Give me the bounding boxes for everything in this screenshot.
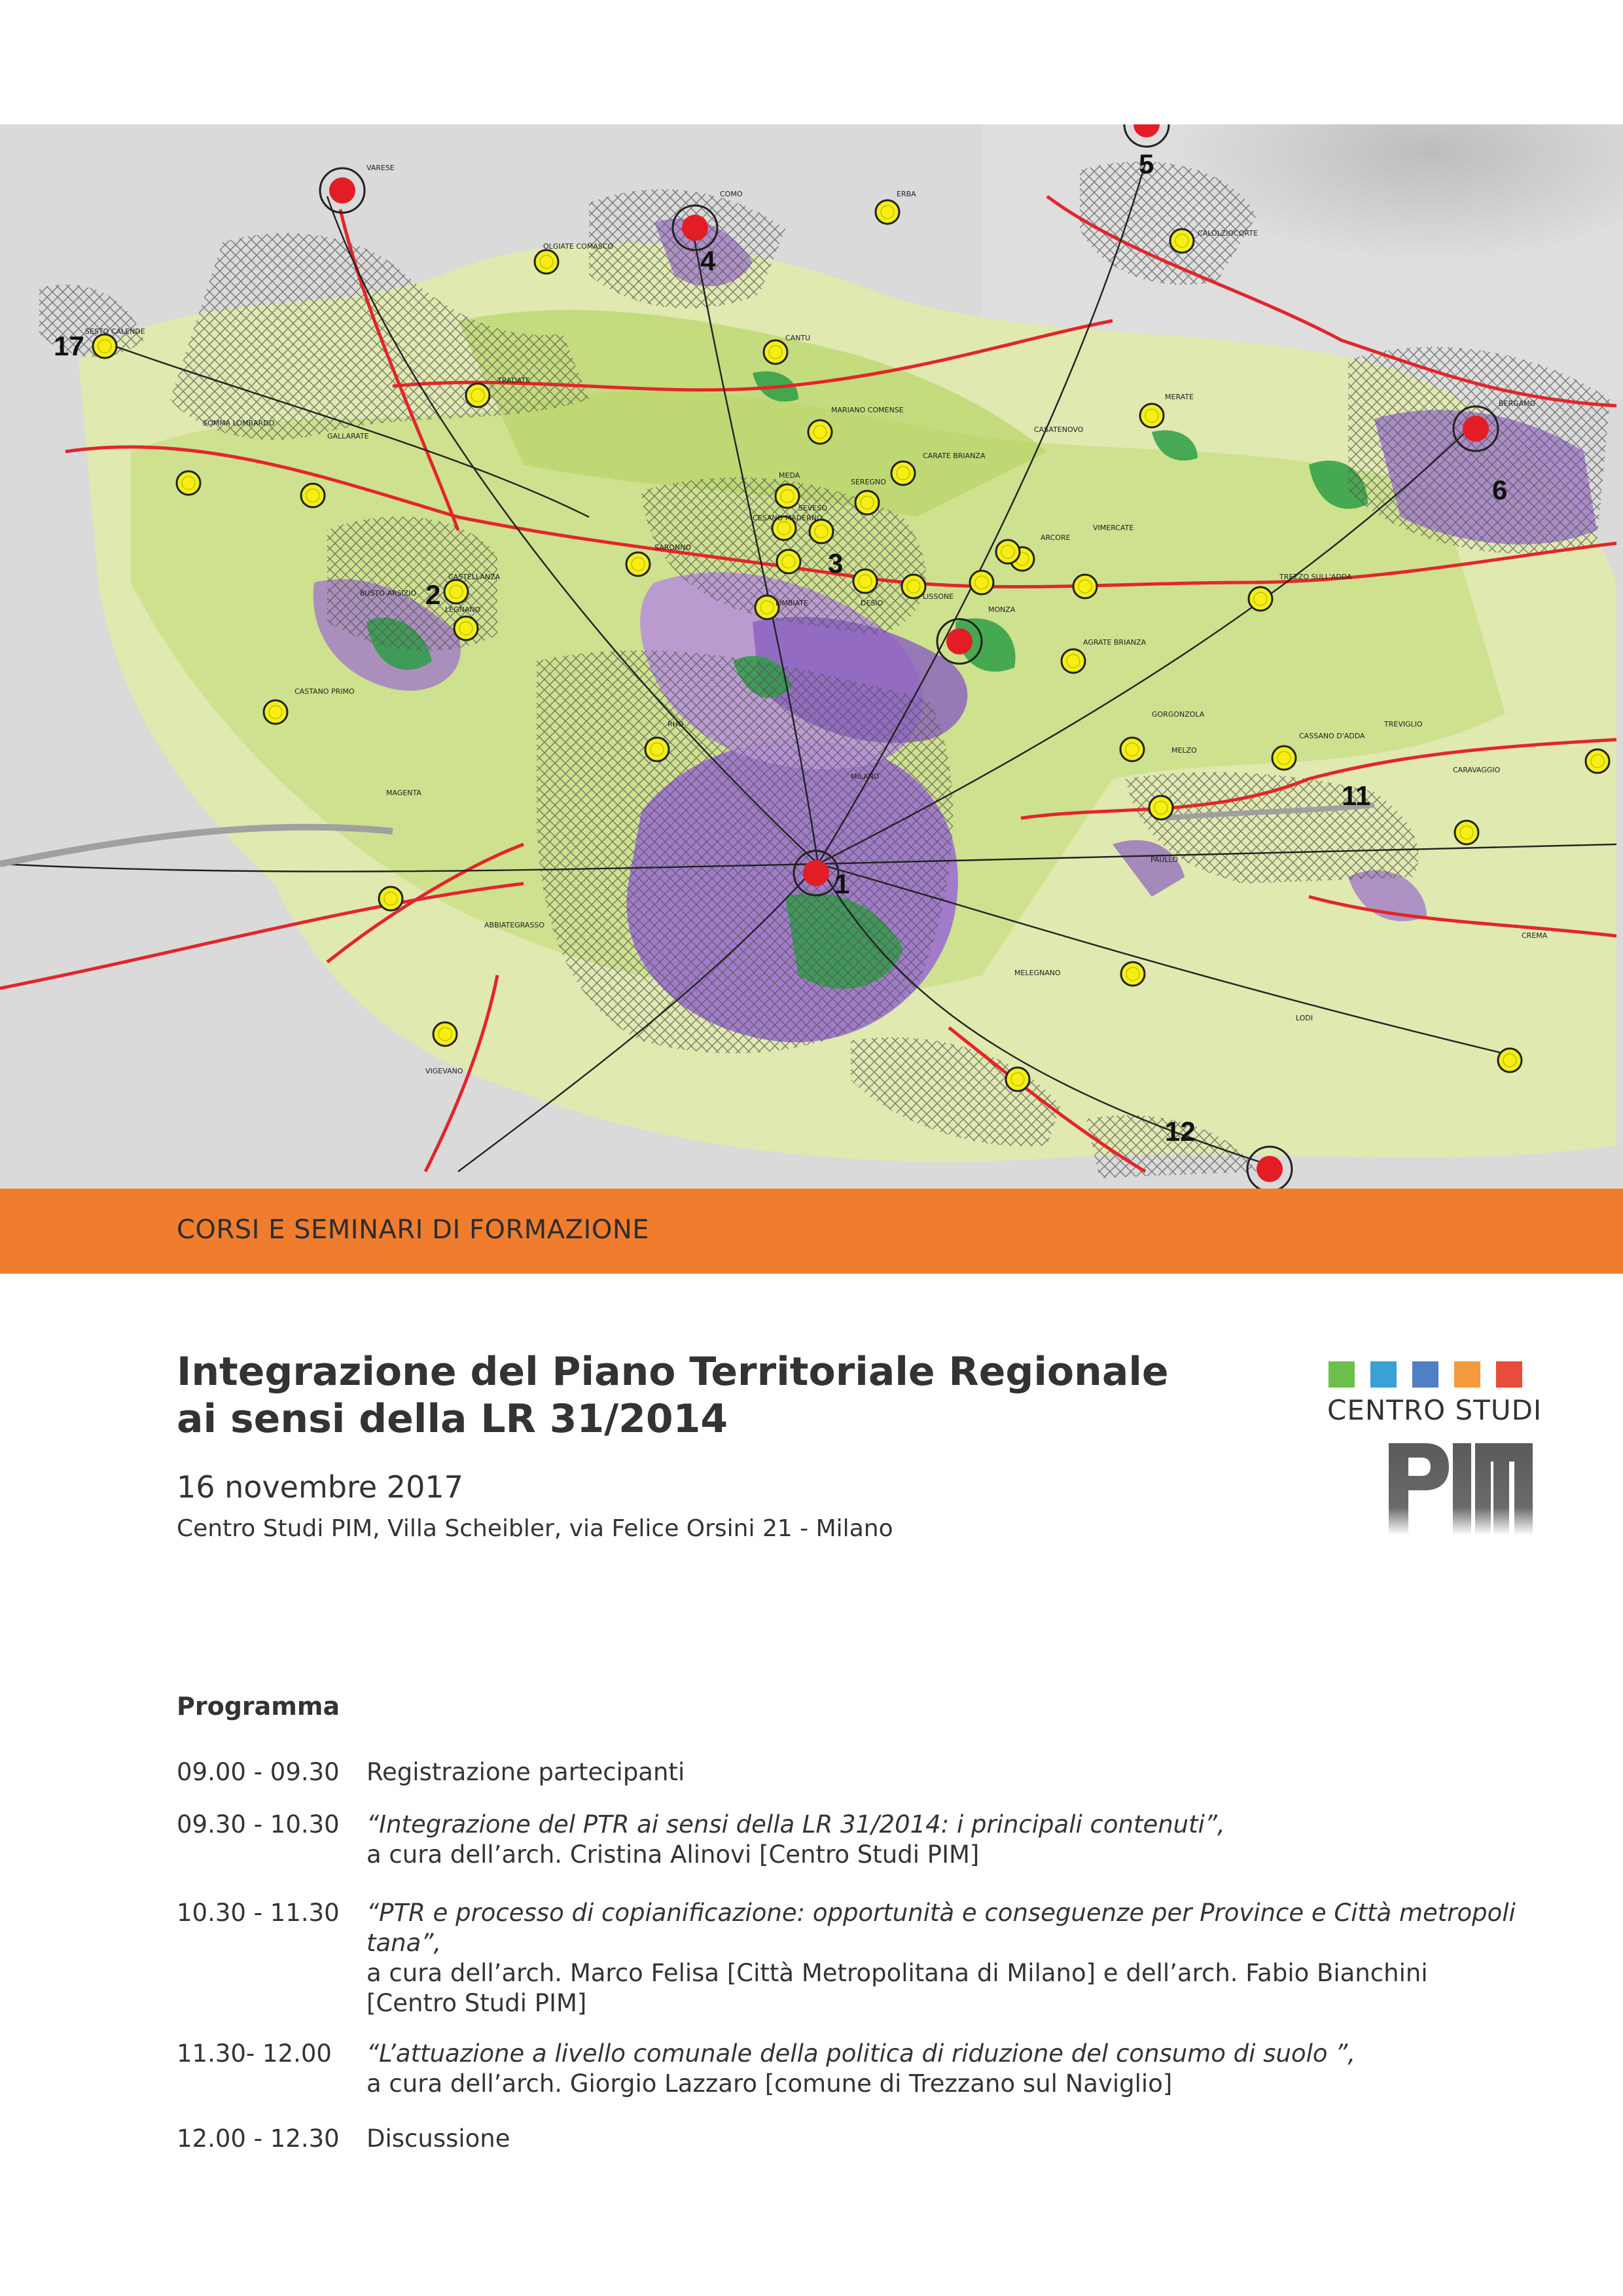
programme-description [366, 1810, 1623, 1870]
programme-description [366, 1757, 1623, 1787]
minor-node-inner [1277, 751, 1291, 764]
programme-time: 09.30 - 10.30 [177, 1810, 340, 1839]
minor-node-inner [769, 346, 782, 359]
map-place-label: TRADATE [497, 376, 531, 385]
map-place-label: ARCORE [1041, 533, 1071, 542]
programme-time: 09.00 - 09.30 [177, 1758, 340, 1786]
minor-node-inner [760, 601, 774, 614]
minor-node-inner [1145, 409, 1158, 422]
minor-node-inner [813, 425, 827, 439]
event-title [177, 1348, 1169, 1443]
minor-node-inner [459, 622, 473, 635]
programme-description-line: “L’attuazione a livello comunale della politica di riduzione del consumo di suolo ”, [366, 2039, 1356, 2068]
map-place-label: AGRATE BRIANZA [1083, 638, 1147, 647]
minor-node-inner [861, 496, 874, 509]
minor-node-inner [1001, 545, 1014, 558]
minor-node-inner [269, 706, 282, 719]
pim-mark-icon [1389, 1443, 1533, 1535]
programme-description-line: “Integrazione del PTR ai sensi della LR 31/2014: i principali contenuti”, [366, 1810, 1225, 1839]
map-place-label: ABBIATEGRASSO [484, 921, 545, 929]
minor-node-inner [471, 389, 484, 402]
title-line-2: ai sensi della LR 31/2014 [177, 1396, 728, 1442]
centro-studi-pim-logo [1329, 1361, 1544, 1538]
programme-description [366, 1898, 1623, 2018]
map-place-label: GALLARATE [327, 432, 369, 440]
programme-time: 11.30- 12.00 [177, 2039, 332, 2068]
map-place-label: CALOLZIOCORTE [1198, 229, 1258, 238]
minor-node-inner [632, 558, 645, 571]
banner-text: CORSI E SEMINARI DI FORMAZIONE [177, 1215, 650, 1245]
minor-node-inner [1460, 826, 1473, 839]
event-date: 16 novembre 2017 [177, 1469, 463, 1505]
logo-square-2 [1370, 1361, 1397, 1388]
programme-description-line: a cura dell’arch. Cristina Alinovi [Centro Studi PIM] [366, 1840, 980, 1869]
minor-node-inner [897, 467, 910, 480]
map-place-label: MAGENTA [386, 789, 421, 797]
map-svg [0, 124, 1623, 1189]
map-place-label: PAULLO [1150, 855, 1179, 864]
programme-time: 10.30 - 11.30 [177, 1899, 340, 1927]
map-place-label: CANTU [785, 334, 811, 342]
map-place-label: BUSTO ARSIZIO [360, 589, 417, 598]
major-node-dot [1463, 416, 1489, 442]
major-node-dot [682, 215, 708, 241]
map-place-label: MELEGNANO [1014, 969, 1061, 977]
minor-node-inner [450, 585, 463, 598]
minor-node-inner [651, 743, 664, 756]
map-place-label: CARAVAGGIO [1453, 766, 1501, 774]
programme-description-line: a cura dell’arch. Giorgio Lazzaro [comune di Trezzano sul Naviglio] [366, 2070, 1173, 2098]
event-venue: Centro Studi PIM, Villa Scheibler, via Felice Orsini 21 - Milano [177, 1515, 893, 1542]
map-place-label: LISSONE [923, 592, 954, 601]
minor-node-inner [306, 489, 319, 502]
minor-node-inner [1079, 580, 1092, 593]
minor-node-inner [815, 525, 828, 538]
minor-node-inner [1591, 755, 1604, 768]
map-place-label: SARONNO [654, 543, 692, 552]
minor-node-inner [1503, 1054, 1516, 1067]
title-line-1: Integrazione del Piano Territoriale Regionale [177, 1349, 1169, 1395]
map-place-label: VIMERCATE [1093, 524, 1134, 532]
minor-node-inner [881, 206, 894, 219]
minor-node-inner [1011, 1073, 1024, 1086]
map-area-number: 12 [1165, 1116, 1196, 1147]
map-place-label: CARATE BRIANZA [923, 452, 986, 460]
map-place-label: LIMBIATE [776, 599, 808, 607]
minor-node-inner [777, 522, 791, 535]
map-area-number: 17 [54, 331, 84, 361]
minor-node-inner [859, 575, 872, 588]
minor-node-inner [438, 1028, 452, 1041]
map-place-label: MONZA [988, 605, 1016, 614]
logo-square-4 [1454, 1361, 1480, 1388]
map-place-label: MERATE [1165, 393, 1194, 401]
programme-description-line: [Centro Studi PIM] [366, 1989, 587, 2017]
map-place-label: CASTELLANZA [448, 573, 501, 581]
logo-label: CENTRO STUDI [1327, 1394, 1543, 1426]
map-place-label: MEDA [779, 471, 800, 480]
map-place-label: CESANO MADERNO [753, 514, 823, 522]
minor-node-inner [781, 490, 794, 503]
minor-node-inner [1126, 967, 1139, 980]
map-place-label: ERBA [897, 190, 916, 198]
map-area-number: 6 [1492, 475, 1508, 505]
minor-node-inner [1154, 801, 1168, 814]
major-node-dot [329, 177, 355, 204]
major-node-dot [803, 860, 829, 886]
programme-description-line: Registrazione partecipanti [366, 1758, 685, 1786]
minor-node-inner [1126, 743, 1139, 756]
programme-time: 12.00 - 12.30 [177, 2125, 340, 2153]
map-area-number: 2 [425, 579, 441, 610]
map-place-label: SEVESO [798, 504, 828, 512]
map-place-label: CASTANO PRIMO [294, 687, 355, 696]
map-area-number: 11 [1342, 780, 1371, 811]
programme-heading: Programma [177, 1692, 340, 1721]
programme-description-line: tana”, [366, 1929, 442, 1957]
map-place-label: BERGAMO [1499, 399, 1536, 408]
map-area-number: 1 [834, 869, 850, 899]
map-place-label: CASSANO D'ADDA [1299, 732, 1365, 740]
territorial-map [0, 124, 1623, 1189]
minor-node-inner [1067, 655, 1080, 668]
map-place-label: MILANO [851, 772, 880, 781]
map-place-label: DESIO [861, 599, 883, 607]
logo-square-3 [1412, 1361, 1438, 1388]
minor-node-inner [1175, 234, 1188, 247]
map-place-label: TREVIGLIO [1384, 720, 1423, 728]
map-area-number: 3 [828, 548, 844, 579]
programme-description-line: “PTR e processo di copianificazione: opportunità e conseguenze per Province e Città metropoli [366, 1899, 1516, 1927]
minor-node-inner [98, 340, 111, 353]
map-place-label: OLGIATE COMASCO [543, 242, 614, 251]
minor-node-inner [975, 576, 988, 589]
map-place-label: MARIANO COMENSE [831, 406, 904, 414]
map-place-label: SESTO CALENDE [85, 327, 145, 336]
minor-node-inner [1254, 592, 1267, 605]
logo-square-1 [1329, 1361, 1355, 1388]
minor-node-inner [782, 555, 795, 568]
map-place-label: LODI [1296, 1014, 1313, 1022]
minor-node-inner [907, 580, 920, 593]
map-area-number: 5 [1139, 149, 1154, 179]
map-place-label: RHO [668, 720, 684, 728]
programme-description [366, 2124, 1623, 2154]
map-place-label: MELZO [1171, 746, 1197, 755]
map-place-label: SEREGNO [851, 478, 886, 486]
major-node-dot [946, 628, 972, 655]
map-place-label: LEGNANO [445, 605, 481, 614]
programme-description-line: a cura dell’arch. Marco Felisa [Città Metropolitana di Milano] e dell’arch. Fabio Bianchini [366, 1959, 1428, 1987]
minor-node-inner [540, 255, 553, 268]
category-banner [0, 1189, 1623, 1274]
map-place-label: GORGONZOLA [1152, 710, 1205, 719]
logo-square-5 [1496, 1361, 1522, 1388]
minor-node-inner [182, 476, 195, 490]
programme-description-line: Discussione [366, 2125, 510, 2153]
map-place-label: VARESE [366, 164, 395, 172]
programme-description [366, 2039, 1623, 2099]
map-place-label: TREZZO SULL'ADDA [1279, 573, 1352, 581]
map-place-label: VIGEVANO [425, 1067, 463, 1075]
minor-node-inner [384, 892, 397, 905]
major-node-dot [1257, 1156, 1283, 1182]
map-place-label: CASATENOVO [1034, 425, 1084, 434]
map-place-label: COMO [720, 190, 743, 198]
map-place-label: CREMA [1522, 931, 1548, 940]
map-area-number: 4 [700, 245, 716, 276]
map-place-label: SOMMA LOMBARDO [203, 419, 275, 427]
